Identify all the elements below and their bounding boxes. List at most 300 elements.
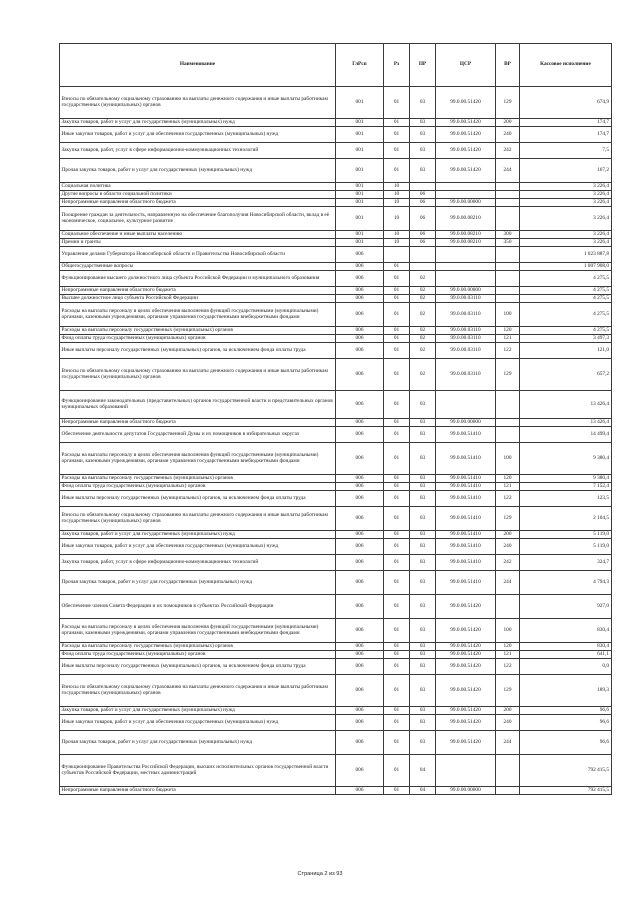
- row-section-cell: 01: [384, 119, 410, 127]
- header-name: Наименование: [60, 44, 336, 87]
- row-section-cell: 01: [384, 571, 410, 595]
- row-subsection-cell: 03: [410, 619, 436, 643]
- table-row: [60, 231, 612, 239]
- header-section: Рз: [384, 44, 410, 87]
- row-target-article-cell: 99.0.00.03110: [436, 303, 496, 327]
- row-cash-execution-cell: 7 152,4: [520, 483, 612, 491]
- row-name-cell: Взносы по обязательному социальному страхованию на выплаты денежного содержания и иные выплаты работникам государственных (муниципальных) органов: [60, 87, 336, 119]
- row-chief-administrator-cell: 006: [336, 343, 384, 359]
- row-name-cell: Премии и гранты: [60, 239, 336, 247]
- row-target-article-cell: 99.0.00.51420: [436, 119, 496, 127]
- row-chief-administrator-cell: 006: [336, 427, 384, 443]
- row-expense-type-cell: 122: [496, 343, 520, 359]
- row-section-cell: 01: [384, 731, 410, 755]
- row-target-article-cell: 99.0.00.08210: [436, 231, 496, 239]
- table-row: [60, 555, 612, 571]
- row-subsection-cell: [410, 247, 436, 263]
- row-section-cell: 01: [384, 555, 410, 571]
- row-chief-administrator-cell: 006: [336, 555, 384, 571]
- row-target-article-cell: 99.0.00.51410: [436, 475, 496, 483]
- row-expense-type-cell: [496, 207, 520, 231]
- row-cash-execution-cell: 174,7: [520, 119, 612, 127]
- row-expense-type-cell: 240: [496, 539, 520, 555]
- row-expense-type-cell: [496, 199, 520, 207]
- row-name-cell: Иные закупки товаров, работ и услуг для обеспечения государственных (муниципальных) нужд: [60, 715, 336, 731]
- row-name-cell: Закупка товаров, работ и услуг для государственных (муниципальных) нужд: [60, 707, 336, 715]
- table-row: [60, 199, 612, 207]
- row-subsection-cell: 03: [410, 531, 436, 539]
- row-expense-type-cell: 200: [496, 531, 520, 539]
- row-target-article-cell: 99.0.00.51410: [436, 531, 496, 539]
- row-expense-type-cell: 244: [496, 159, 520, 183]
- table-row: [60, 87, 612, 119]
- row-section-cell: 01: [384, 127, 410, 143]
- row-chief-administrator-cell: 001: [336, 87, 384, 119]
- row-name-cell: Расходы на выплаты персоналу в целях обеспечения выполнения функций государственными (муниципальными) органами, казенными учреждениями, органами управления государственными внебюджетными фондами: [60, 443, 336, 475]
- row-section-cell: 01: [384, 539, 410, 555]
- row-chief-administrator-cell: 006: [336, 247, 384, 263]
- row-expense-type-cell: [496, 427, 520, 443]
- row-subsection-cell: 02: [410, 343, 436, 359]
- row-target-article-cell: 99.0.00.51420: [436, 87, 496, 119]
- row-expense-type-cell: 244: [496, 571, 520, 595]
- row-chief-administrator-cell: 006: [336, 287, 384, 295]
- row-expense-type-cell: 120: [496, 643, 520, 651]
- row-subsection-cell: 03: [410, 391, 436, 419]
- row-expense-type-cell: 244: [496, 731, 520, 755]
- row-target-article-cell: [436, 271, 496, 287]
- row-chief-administrator-cell: 006: [336, 571, 384, 595]
- row-section-cell: 10: [384, 199, 410, 207]
- row-chief-administrator-cell: 006: [336, 507, 384, 531]
- row-target-article-cell: [436, 183, 496, 191]
- row-cash-execution-cell: 7,5: [520, 143, 612, 159]
- row-subsection-cell: [410, 183, 436, 191]
- row-section-cell: 01: [384, 619, 410, 643]
- row-subsection-cell: 02: [410, 303, 436, 327]
- row-chief-administrator-cell: 001: [336, 191, 384, 199]
- row-subsection-cell: 04: [410, 755, 436, 787]
- row-section-cell: 01: [384, 787, 410, 795]
- row-section-cell: 10: [384, 207, 410, 231]
- row-cash-execution-cell: 121,0: [520, 343, 612, 359]
- row-expense-type-cell: 240: [496, 715, 520, 731]
- row-cash-execution-cell: 0,0: [520, 659, 612, 675]
- row-expense-type-cell: [496, 787, 520, 795]
- table-row: [60, 359, 612, 391]
- row-cash-execution-cell: 657,2: [520, 359, 612, 391]
- row-target-article-cell: 99.0.00.08210: [436, 207, 496, 231]
- table-row: [60, 143, 612, 159]
- row-name-cell: Закупка товаров, работ, услуг в сфере информационно-коммуникационных технологий: [60, 555, 336, 571]
- row-target-article-cell: 99.0.00.00000: [436, 787, 496, 795]
- row-chief-administrator-cell: 001: [336, 143, 384, 159]
- budget-execution-table: [59, 43, 612, 795]
- row-section-cell: 01: [384, 263, 410, 271]
- row-chief-administrator-cell: 006: [336, 531, 384, 539]
- row-name-cell: Расходы на выплаты персоналу государственных (муниципальных) органов: [60, 327, 336, 335]
- row-subsection-cell: 03: [410, 731, 436, 755]
- row-target-article-cell: 99.0.00.51410: [436, 555, 496, 571]
- row-target-article-cell: 99.0.00.03110: [436, 327, 496, 335]
- row-expense-type-cell: 200: [496, 119, 520, 127]
- row-name-cell: Управление делами Губернатора Новосибирской области и Правительства Новосибирской области: [60, 247, 336, 263]
- row-expense-type-cell: 200: [496, 707, 520, 715]
- row-section-cell: 01: [384, 335, 410, 343]
- row-target-article-cell: 99.0.00.51410: [436, 483, 496, 491]
- row-target-article-cell: 99.0.00.51420: [436, 659, 496, 675]
- table-row: [60, 715, 612, 731]
- row-expense-type-cell: 120: [496, 475, 520, 483]
- row-section-cell: 01: [384, 327, 410, 335]
- row-name-cell: Взносы по обязательному социальному страхованию на выплаты денежного содержания и иные выплаты работникам государственных (муниципальных) органов: [60, 675, 336, 707]
- row-subsection-cell: 02: [410, 295, 436, 303]
- row-target-article-cell: 99.0.00.00000: [436, 287, 496, 295]
- table-row: [60, 787, 612, 795]
- row-subsection-cell: 03: [410, 427, 436, 443]
- row-name-cell: Непрограммные направления областного бюджета: [60, 287, 336, 295]
- row-subsection-cell: 03: [410, 571, 436, 595]
- row-section-cell: 01: [384, 159, 410, 183]
- row-chief-administrator-cell: 006: [336, 755, 384, 787]
- row-cash-execution-cell: 96,6: [520, 715, 612, 731]
- row-name-cell: Расходы на выплаты персоналу государственных (муниципальных) органов: [60, 643, 336, 651]
- row-name-cell: Обеспечение деятельности депутатов Государственной Думы и их помощников в избирательных округах: [60, 427, 336, 443]
- row-section-cell: 01: [384, 295, 410, 303]
- table-row: [60, 327, 612, 335]
- row-target-article-cell: [436, 391, 496, 419]
- row-section-cell: 10: [384, 231, 410, 239]
- table-row: [60, 731, 612, 755]
- row-name-cell: Обеспечение членов Совета Федерации и их помощников в субъектах Российской Федерации: [60, 595, 336, 619]
- table-row: [60, 651, 612, 659]
- row-section-cell: 01: [384, 715, 410, 731]
- row-expense-type-cell: [496, 287, 520, 295]
- row-section-cell: 01: [384, 443, 410, 475]
- header-cash-execution: Кассовое исполнение: [520, 44, 612, 87]
- row-section-cell: 01: [384, 391, 410, 419]
- row-name-cell: Непрограммные направления областного бюджета: [60, 419, 336, 427]
- row-expense-type-cell: 242: [496, 555, 520, 571]
- row-subsection-cell: 03: [410, 555, 436, 571]
- row-name-cell: Расходы на выплаты персоналу в целях обеспечения выполнения функций государственными (муниципальными) органами, казенными учреждениями, органами управления государственными внебюджетными фондами: [60, 303, 336, 327]
- row-subsection-cell: 03: [410, 707, 436, 715]
- row-section-cell: 01: [384, 531, 410, 539]
- row-name-cell: Функционирование законодательных (представительных) органов государственной власти и представительных органов муниципальных образований: [60, 391, 336, 419]
- row-cash-execution-cell: 9 380,4: [520, 475, 612, 483]
- row-target-article-cell: 99.0.00.51420: [436, 619, 496, 643]
- table-row: [60, 335, 612, 343]
- row-cash-execution-cell: 96,6: [520, 731, 612, 755]
- row-section-cell: 01: [384, 287, 410, 295]
- row-target-article-cell: 99.0.00.51420: [436, 643, 496, 651]
- table-row: [60, 183, 612, 191]
- row-chief-administrator-cell: 001: [336, 127, 384, 143]
- table-header: [60, 44, 612, 87]
- header-expense-type: ВР: [496, 44, 520, 87]
- row-chief-administrator-cell: 006: [336, 419, 384, 427]
- row-name-cell: Расходы на выплаты персоналу государственных (муниципальных) органов: [60, 475, 336, 483]
- table-row: [60, 191, 612, 199]
- row-chief-administrator-cell: 006: [336, 539, 384, 555]
- row-name-cell: Фонд оплаты труда государственных (муниципальных) органов: [60, 335, 336, 343]
- row-cash-execution-cell: 1 007 908,0: [520, 263, 612, 271]
- row-cash-execution-cell: 4 794,3: [520, 571, 612, 595]
- row-cash-execution-cell: 3 226,4: [520, 231, 612, 239]
- table-row: [60, 247, 612, 263]
- row-expense-type-cell: [496, 595, 520, 619]
- row-expense-type-cell: 129: [496, 87, 520, 119]
- row-chief-administrator-cell: 006: [336, 303, 384, 327]
- row-chief-administrator-cell: 006: [336, 475, 384, 483]
- row-section-cell: 01: [384, 419, 410, 427]
- table-row: [60, 483, 612, 491]
- row-expense-type-cell: 121: [496, 335, 520, 343]
- row-expense-type-cell: 129: [496, 359, 520, 391]
- row-target-article-cell: 99.0.00.51420: [436, 143, 496, 159]
- row-cash-execution-cell: 3 497,3: [520, 335, 612, 343]
- row-section-cell: 01: [384, 87, 410, 119]
- table-row: [60, 619, 612, 643]
- row-cash-execution-cell: 4 275,5: [520, 295, 612, 303]
- row-cash-execution-cell: 1 023 887,8: [520, 247, 612, 263]
- row-expense-type-cell: 300: [496, 231, 520, 239]
- row-target-article-cell: [436, 191, 496, 199]
- row-expense-type-cell: 100: [496, 619, 520, 643]
- row-chief-administrator-cell: 001: [336, 119, 384, 127]
- row-chief-administrator-cell: 006: [336, 715, 384, 731]
- table-row: [60, 531, 612, 539]
- row-section-cell: 10: [384, 191, 410, 199]
- row-target-article-cell: 99.0.00.03110: [436, 295, 496, 303]
- row-target-article-cell: [436, 263, 496, 271]
- row-expense-type-cell: [496, 295, 520, 303]
- row-name-cell: Другие вопросы в области социальной политики: [60, 191, 336, 199]
- row-chief-administrator-cell: 006: [336, 731, 384, 755]
- row-section-cell: 01: [384, 755, 410, 787]
- row-target-article-cell: 99.0.00.51420: [436, 731, 496, 755]
- row-expense-type-cell: 350: [496, 239, 520, 247]
- header-row: [60, 44, 612, 87]
- row-chief-administrator-cell: 001: [336, 183, 384, 191]
- table-row: [60, 475, 612, 483]
- row-cash-execution-cell: 123,5: [520, 491, 612, 507]
- row-target-article-cell: 99.0.00.51420: [436, 127, 496, 143]
- table-row: [60, 287, 612, 295]
- row-expense-type-cell: 121: [496, 483, 520, 491]
- row-expense-type-cell: [496, 419, 520, 427]
- row-cash-execution-cell: 4 275,5: [520, 271, 612, 287]
- row-subsection-cell: 02: [410, 335, 436, 343]
- row-section-cell: 01: [384, 595, 410, 619]
- row-expense-type-cell: 122: [496, 659, 520, 675]
- row-chief-administrator-cell: 006: [336, 675, 384, 707]
- row-subsection-cell: 03: [410, 651, 436, 659]
- row-cash-execution-cell: 167,2: [520, 159, 612, 183]
- row-cash-execution-cell: 4 275,5: [520, 287, 612, 295]
- row-name-cell: Фонд оплаты труда государственных (муниципальных) органов: [60, 483, 336, 491]
- row-cash-execution-cell: 5 119,0: [520, 539, 612, 555]
- row-chief-administrator-cell: 006: [336, 491, 384, 507]
- row-section-cell: 01: [384, 427, 410, 443]
- row-subsection-cell: 03: [410, 491, 436, 507]
- row-target-article-cell: 99.0.00.51420: [436, 715, 496, 731]
- row-section-cell: 01: [384, 675, 410, 707]
- row-subsection-cell: [410, 263, 436, 271]
- row-cash-execution-cell: 189,3: [520, 675, 612, 707]
- row-chief-administrator-cell: 006: [336, 643, 384, 651]
- table-row: [60, 595, 612, 619]
- table-row: [60, 643, 612, 651]
- table-row: [60, 127, 612, 143]
- row-target-article-cell: 99.0.00.00000: [436, 199, 496, 207]
- page-number: Страница 2 из 93: [297, 871, 343, 877]
- row-chief-administrator-cell: 006: [336, 271, 384, 287]
- row-cash-execution-cell: 13 426,4: [520, 419, 612, 427]
- row-name-cell: Фонд оплаты труда государственных (муниципальных) органов: [60, 651, 336, 659]
- row-name-cell: Прочая закупка товаров, работ и услуг для государственных (муниципальных) нужд: [60, 571, 336, 595]
- row-chief-administrator-cell: 001: [336, 231, 384, 239]
- row-target-article-cell: 99.0.00.51410: [436, 507, 496, 531]
- row-section-cell: 10: [384, 183, 410, 191]
- row-subsection-cell: 04: [410, 787, 436, 795]
- row-chief-administrator-cell: 006: [336, 359, 384, 391]
- row-cash-execution-cell: 4 275,5: [520, 327, 612, 335]
- row-chief-administrator-cell: 006: [336, 619, 384, 643]
- row-target-article-cell: 99.0.00.51410: [436, 539, 496, 555]
- row-name-cell: Закупка товаров, работ, услуг в сфере информационно-коммуникационных технологий: [60, 143, 336, 159]
- row-subsection-cell: 03: [410, 595, 436, 619]
- table-row: [60, 443, 612, 475]
- row-name-cell: Иные закупки товаров, работ и услуг для обеспечения государственных (муниципальных) нужд: [60, 127, 336, 143]
- row-section-cell: 01: [384, 483, 410, 491]
- row-name-cell: Закупка товаров, работ и услуг для государственных (муниципальных) нужд: [60, 119, 336, 127]
- row-name-cell: Функционирование высшего должностного лица субъекта Российской Федерации и муниципального образования: [60, 271, 336, 287]
- table-row: [60, 491, 612, 507]
- row-name-cell: Иные выплаты персоналу государственных (муниципальных) органов, за исключением фонда оплаты труда: [60, 491, 336, 507]
- row-cash-execution-cell: 4 275,5: [520, 303, 612, 327]
- row-target-article-cell: 99.0.00.51410: [436, 491, 496, 507]
- row-name-cell: Поощрение граждан за деятельность, направленную на обеспечение благополучия Новосибирской области, вклад в её экономическое, социальное, культурное развитие: [60, 207, 336, 231]
- row-chief-administrator-cell: 006: [336, 327, 384, 335]
- row-subsection-cell: 06: [410, 199, 436, 207]
- row-chief-administrator-cell: 006: [336, 659, 384, 675]
- row-subsection-cell: 03: [410, 483, 436, 491]
- row-subsection-cell: 02: [410, 359, 436, 391]
- row-chief-administrator-cell: 001: [336, 199, 384, 207]
- row-section-cell: [384, 247, 410, 263]
- row-name-cell: Взносы по обязательному социальному страхованию на выплаты денежного содержания и иные выплаты работникам государственных (муниципальных) органов: [60, 507, 336, 531]
- table-row: [60, 271, 612, 287]
- row-cash-execution-cell: 324,7: [520, 555, 612, 571]
- row-chief-administrator-cell: 006: [336, 295, 384, 303]
- row-subsection-cell: 03: [410, 159, 436, 183]
- row-cash-execution-cell: 792 415,5: [520, 755, 612, 787]
- row-cash-execution-cell: 5 119,0: [520, 531, 612, 539]
- table-row: [60, 539, 612, 555]
- row-chief-administrator-cell: 006: [336, 707, 384, 715]
- row-name-cell: Иные выплаты персоналу государственных (муниципальных) органов, за исключением фонда оплаты труда: [60, 343, 336, 359]
- table-row: [60, 571, 612, 595]
- row-chief-administrator-cell: 006: [336, 595, 384, 619]
- row-expense-type-cell: 242: [496, 143, 520, 159]
- row-expense-type-cell: 100: [496, 443, 520, 475]
- row-cash-execution-cell: 3 226,4: [520, 199, 612, 207]
- row-target-article-cell: [436, 247, 496, 263]
- row-target-article-cell: 99.0.00.03110: [436, 335, 496, 343]
- row-chief-administrator-cell: 001: [336, 159, 384, 183]
- row-cash-execution-cell: 3 226,4: [520, 239, 612, 247]
- row-target-article-cell: 99.0.00.08210: [436, 239, 496, 247]
- row-expense-type-cell: 120: [496, 327, 520, 335]
- row-chief-administrator-cell: 006: [336, 335, 384, 343]
- row-cash-execution-cell: 2 104,5: [520, 507, 612, 531]
- row-expense-type-cell: 122: [496, 491, 520, 507]
- row-section-cell: 01: [384, 359, 410, 391]
- row-target-article-cell: 99.0.00.51410: [436, 427, 496, 443]
- table-row: [60, 239, 612, 247]
- row-subsection-cell: 06: [410, 239, 436, 247]
- row-name-cell: Взносы по обязательному социальному страхованию на выплаты денежного содержания и иные выплаты работникам государственных (муниципальных) органов: [60, 359, 336, 391]
- row-name-cell: Общегосударственные вопросы: [60, 263, 336, 271]
- row-cash-execution-cell: 674,9: [520, 87, 612, 119]
- row-expense-type-cell: [496, 755, 520, 787]
- row-section-cell: 01: [384, 343, 410, 359]
- row-name-cell: Функционирование Правительства Российской Федерации, высших исполнительных органов государственной власти субъектов Российской Федерации, местных администраций: [60, 755, 336, 787]
- table-row: [60, 419, 612, 427]
- row-name-cell: Непрограммные направления областного бюджета: [60, 787, 336, 795]
- row-section-cell: 10: [384, 239, 410, 247]
- row-chief-administrator-cell: 006: [336, 391, 384, 419]
- table-row: [60, 391, 612, 419]
- row-cash-execution-cell: 927,0: [520, 595, 612, 619]
- row-name-cell: Прочая закупка товаров, работ и услуг для государственных (муниципальных) нужд: [60, 731, 336, 755]
- row-cash-execution-cell: 641,1: [520, 651, 612, 659]
- row-subsection-cell: 02: [410, 271, 436, 287]
- row-section-cell: 01: [384, 491, 410, 507]
- row-expense-type-cell: 129: [496, 675, 520, 707]
- header-subsection: ПР: [410, 44, 436, 87]
- row-cash-execution-cell: 3 226,4: [520, 183, 612, 191]
- row-expense-type-cell: [496, 391, 520, 419]
- row-section-cell: 01: [384, 271, 410, 287]
- row-subsection-cell: 03: [410, 419, 436, 427]
- row-name-cell: Высшее должностное лицо субъекта Российской Федерации: [60, 295, 336, 303]
- table-row: [60, 755, 612, 787]
- row-chief-administrator-cell: 006: [336, 263, 384, 271]
- table-row: [60, 427, 612, 443]
- table-row: [60, 707, 612, 715]
- table-body: [60, 87, 612, 795]
- row-expense-type-cell: [496, 247, 520, 263]
- row-target-article-cell: [436, 755, 496, 787]
- row-name-cell: Непрограммные направления областного бюджета: [60, 199, 336, 207]
- header-target-article: ЦСР: [436, 44, 496, 87]
- row-name-cell: Социальная политика: [60, 183, 336, 191]
- row-target-article-cell: 99.0.00.51420: [436, 707, 496, 715]
- row-expense-type-cell: 100: [496, 303, 520, 327]
- row-subsection-cell: 03: [410, 127, 436, 143]
- row-section-cell: 01: [384, 707, 410, 715]
- table-row: [60, 119, 612, 127]
- row-expense-type-cell: [496, 271, 520, 287]
- row-subsection-cell: 03: [410, 659, 436, 675]
- row-subsection-cell: 03: [410, 475, 436, 483]
- row-name-cell: Закупка товаров, работ и услуг для государственных (муниципальных) нужд: [60, 531, 336, 539]
- table-row: [60, 263, 612, 271]
- row-subsection-cell: 06: [410, 231, 436, 239]
- row-section-cell: 01: [384, 303, 410, 327]
